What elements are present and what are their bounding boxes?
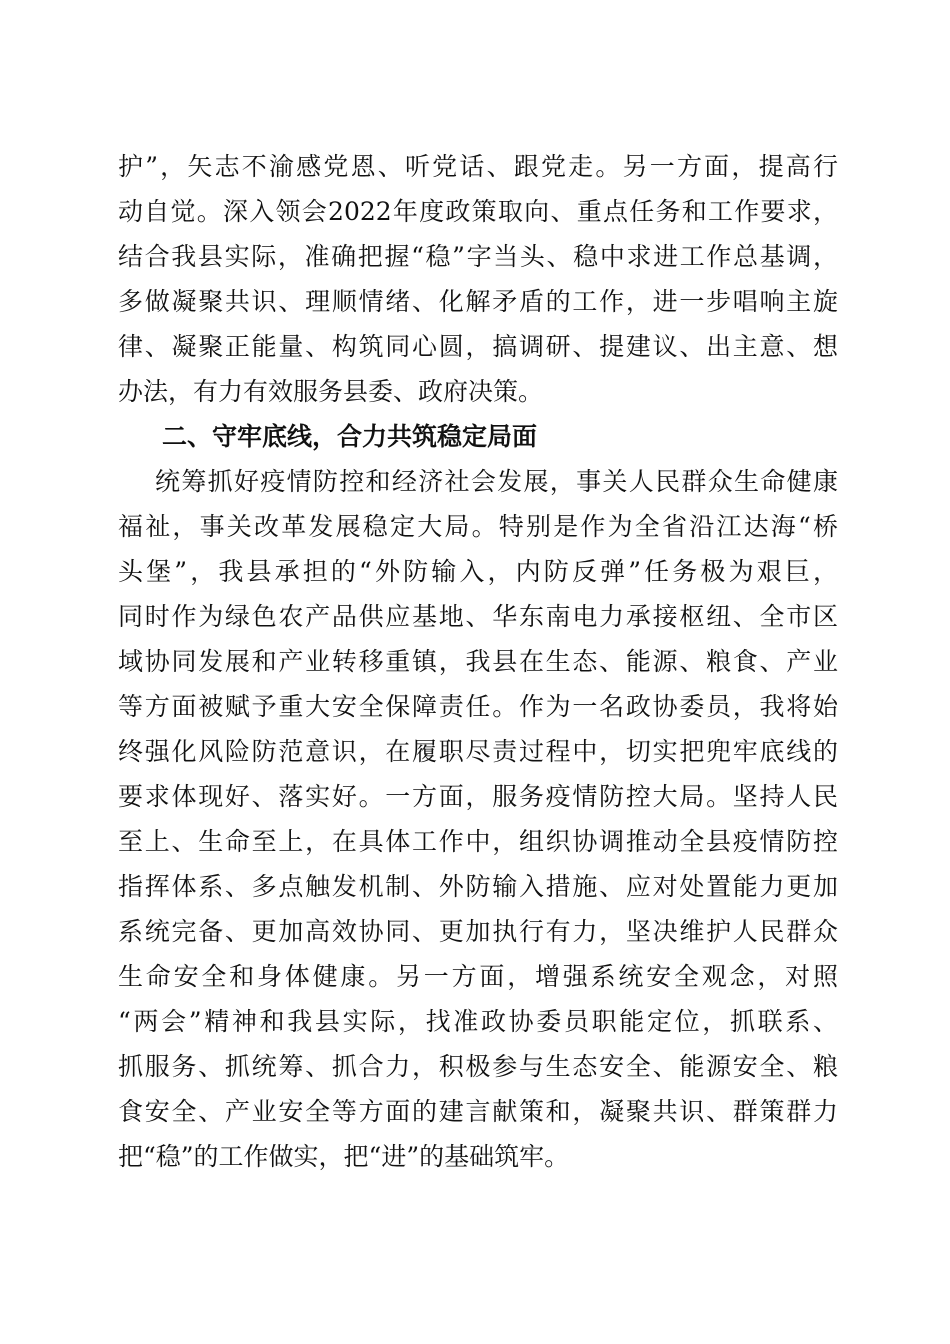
paragraph-2-line-3: 头堡”，我县承担的“外防输入，内防反弹”任务极为艰巨， [118,557,838,586]
paragraph-2-line-4: 同时作为绿色农产品供应基地、华东南电力承接枢纽、全市区 [118,602,838,631]
paragraph-1-line-2: 动自觉。深入领会2022年度政策取向、重点任务和工作要求， [118,197,838,226]
section-2-heading: 二、守牢底线，合力共筑稳定局面 [162,422,538,451]
paragraph-2-line-7: 终强化风险防范意识，在履职尽责过程中，切实把兜牢底线的 [118,737,838,766]
paragraph-2-line-8: 要求体现好、落实好。一方面，服务疫情防控大局。坚持人民 [118,782,838,811]
paragraph-1-line-3: 结合我县实际，准确把握“稳”字当头、稳中求进工作总基调， [118,242,838,271]
paragraph-2-line-12: 生命安全和身体健康。另一方面，增强系统安全观念，对照 [118,962,838,991]
paragraph-2-line-15: 食安全、产业安全等方面的建言献策和，凝聚共识、群策群力 [118,1097,838,1126]
paragraph-1 [118,144,838,414]
paragraph-2-line-16: 把“稳”的工作做实，把“进”的基础筑牢。 [118,1142,570,1171]
paragraph-1-line-4: 多做凝聚共识、理顺情绪、化解矛盾的工作，进一步唱响主旋 [118,287,838,316]
paragraph-1-line-6: 办法，有力有效服务县委、政府决策。 [118,377,544,406]
paragraph-2-line-11: 系统完备、更加高效协同、更加执行有力，坚决维护人民群众 [118,917,838,946]
paragraph-2-line-5: 域协同发展和产业转移重镇，我县在生态、能源、粮食、产业 [118,647,838,676]
paragraph-2-line-2: 福祉，事关改革发展稳定大局。特别是作为全省沿江达海“桥 [118,512,838,541]
paragraph-2-line-9: 至上、生命至上，在具体工作中，组织协调推动全县疫情防控 [118,827,838,856]
paragraph-2 [118,459,838,1179]
document-body [118,144,838,1179]
paragraph-1-line-1: 护”，矢志不渝感党恩、听党话、跟党走。另一方面，提高行 [118,152,838,181]
paragraph-2-line-13: “两会”精神和我县实际，找准政协委员职能定位，抓联系、 [118,1007,838,1036]
paragraph-2-line-14: 抓服务、抓统筹、抓合力，积极参与生态安全、能源安全、粮 [118,1052,838,1081]
paragraph-1-line-5: 律、凝聚正能量、构筑同心圆，搞调研、提建议、出主意、想 [118,332,838,361]
paragraph-2-line-1: 统筹抓好疫情防控和经济社会发展，事关人民群众生命健康 [155,467,838,496]
paragraph-2-line-10: 指挥体系、多点触发机制、外防输入措施、应对处置能力更加 [118,872,838,901]
paragraph-2-line-6: 等方面被赋予重大安全保障责任。作为一名政协委员，我将始 [118,692,838,721]
